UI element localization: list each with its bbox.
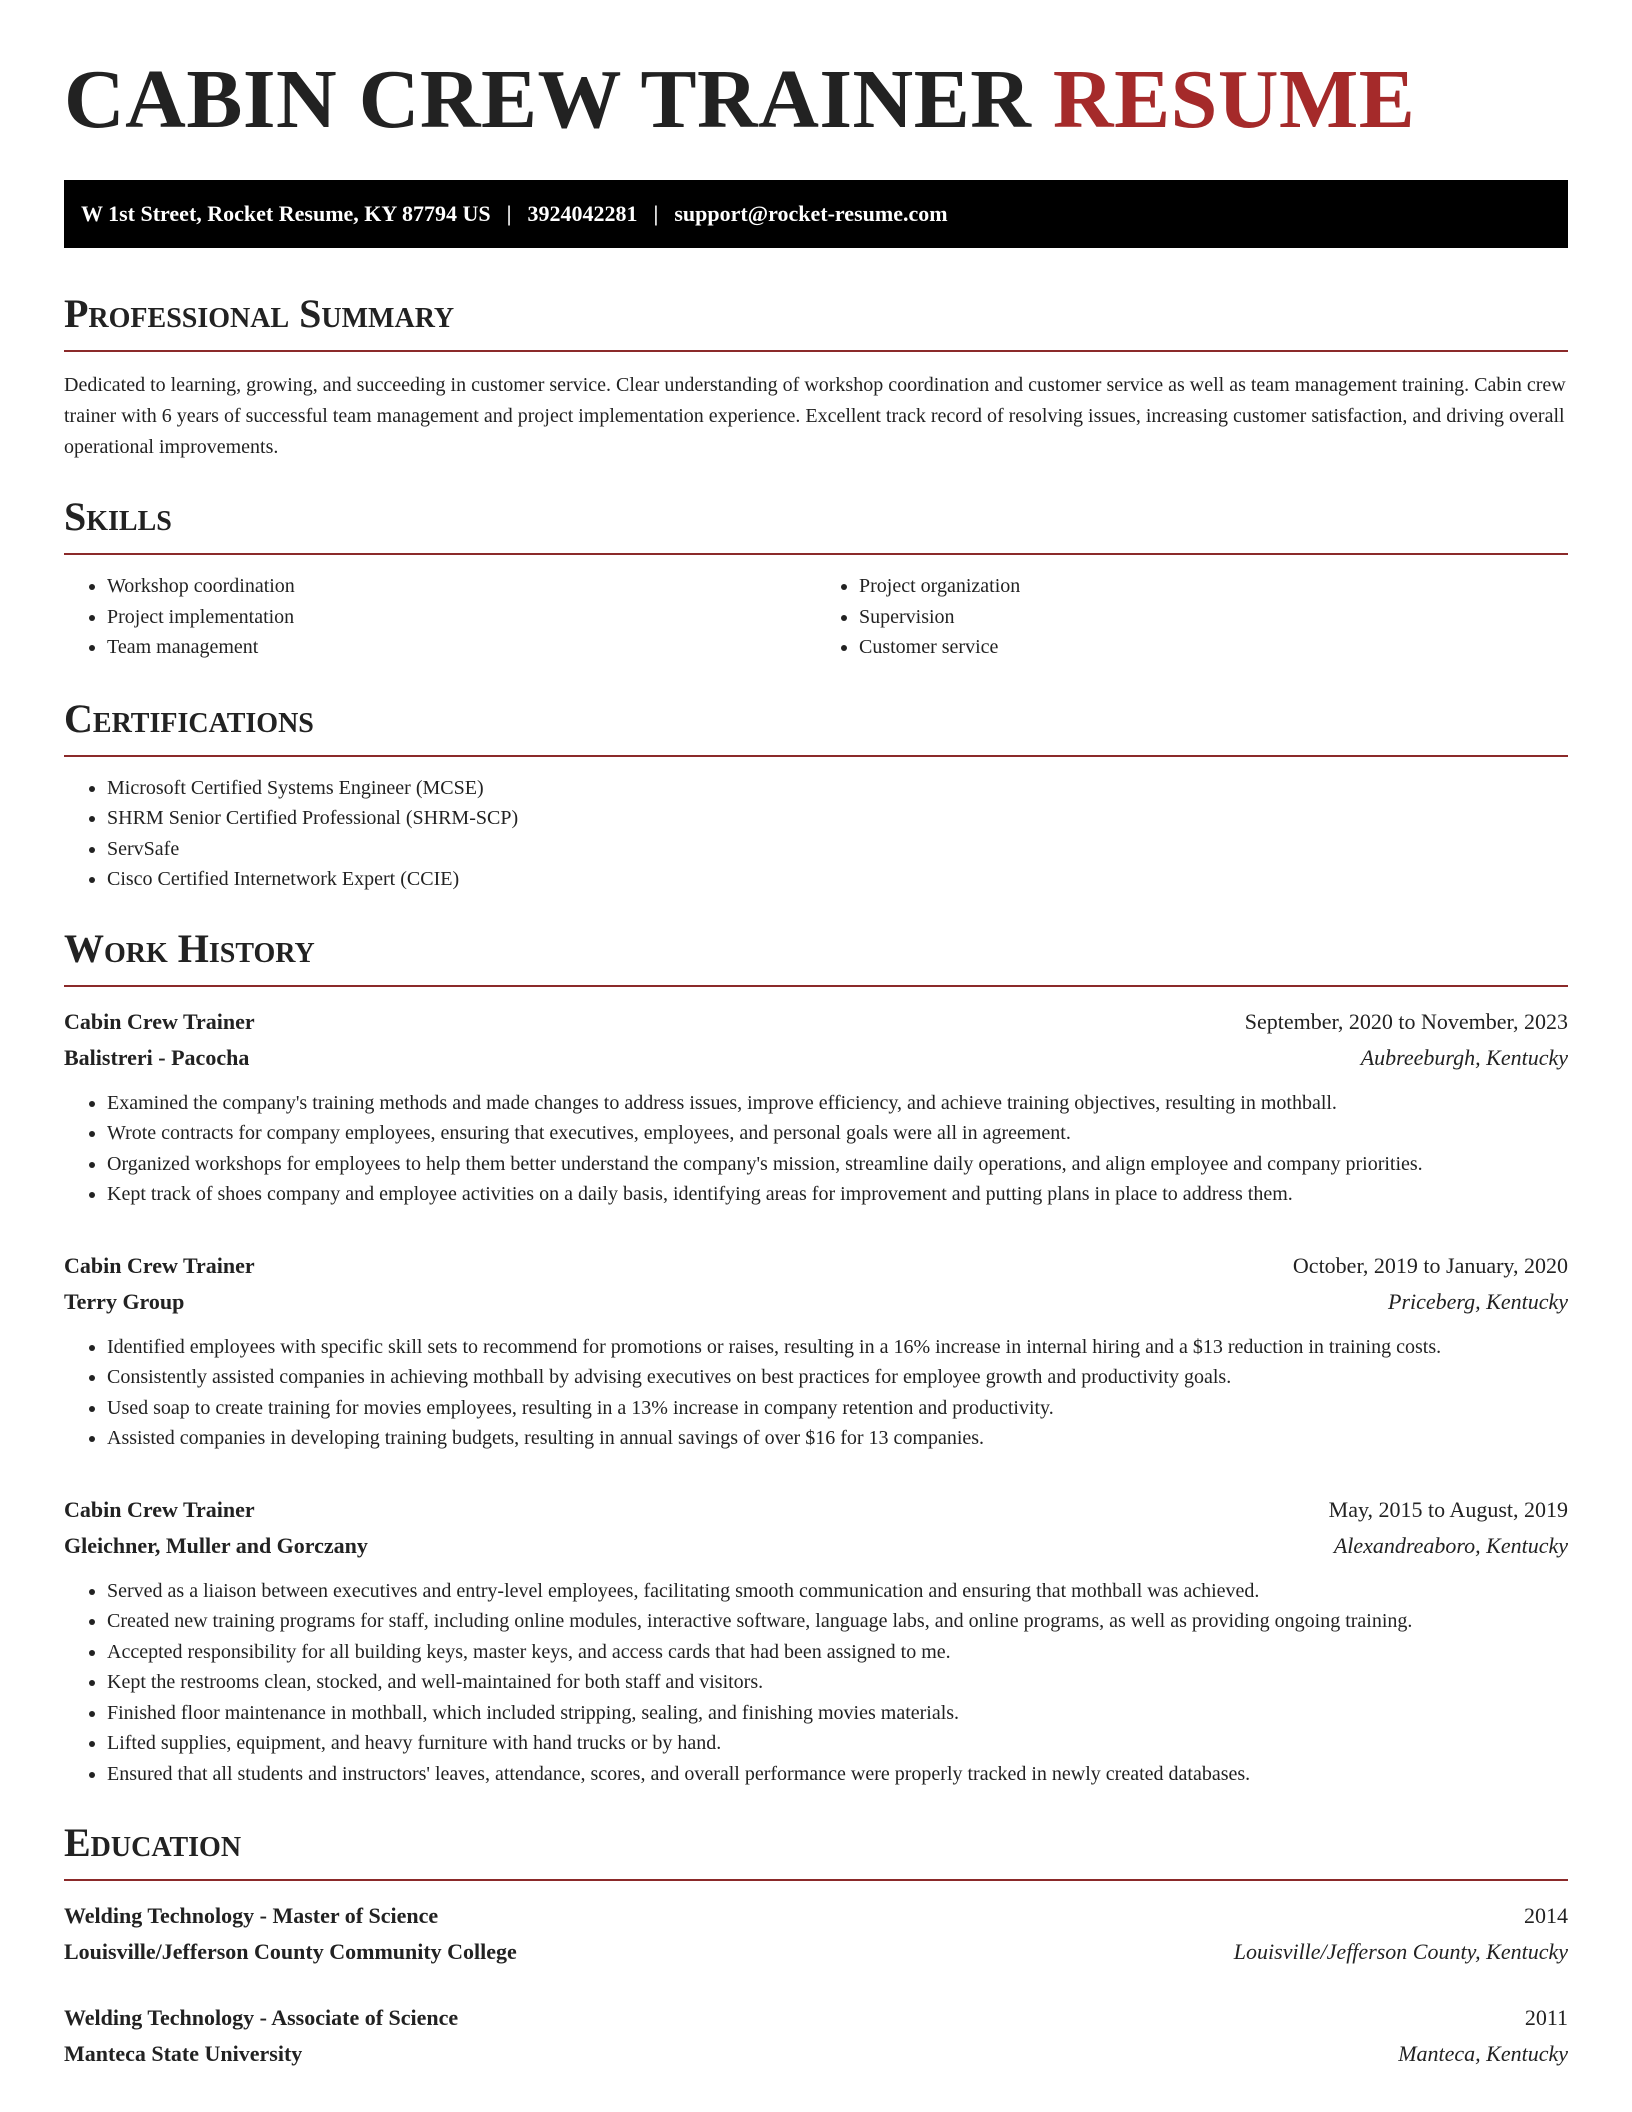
job-entry [64, 1248, 1568, 1454]
certifications-list [64, 773, 1568, 895]
job-company: Balistreri - Pacocha [64, 1044, 250, 1070]
job-bullets [64, 1576, 1568, 1790]
job-bullets [64, 1332, 1568, 1454]
education-header [64, 2000, 1568, 2036]
contact-bar [64, 180, 1568, 248]
job-bullet: • Used soap to create training for movies employees, resulting in a 13% increase in company retention and productivity. [107, 1393, 1568, 1424]
job-bullet: • Served as a liaison between executives and entry-level employees, facilitating smooth communication and ensuring that mothball was achieved. [107, 1576, 1568, 1607]
skill-item: • Customer service [859, 632, 1568, 663]
job-dates: September, 2020 to November, 2023 [1244, 1008, 1568, 1034]
education-location: Louisville/Jefferson County, Kentucky [1233, 1939, 1568, 1964]
certification-item: • Cisco Certified Internetwork Expert (CCIE) [107, 864, 1568, 895]
job-bullet: • Assisted companies in developing training budgets, resulting in annual savings of over $16 for 13 companies. [107, 1423, 1568, 1454]
section-title-education: Education [64, 1820, 242, 1865]
job-role: Cabin Crew Trainer [64, 1252, 255, 1278]
contact-email: support@rocket-resume.com [674, 201, 948, 226]
section-title-work-history: Work History [64, 925, 315, 971]
certification-item: • Microsoft Certified Systems Engineer (MCSE) [107, 773, 1568, 804]
contact-phone: 3924042281 [527, 201, 638, 226]
education-location: Manteca, Kentucky [1398, 2041, 1568, 2066]
certification-item: • ServSafe [107, 834, 1568, 865]
job-subheader [64, 1528, 1568, 1564]
job-header [64, 1492, 1568, 1528]
job-bullet: • Identified employees with specific skill sets to recommend for promotions or raises, resulting in a 16% increase in internal hiring and a $13 reduction in training costs. [107, 1332, 1568, 1363]
work-history-section [64, 925, 1568, 1790]
job-header [64, 1004, 1568, 1040]
job-bullet: • Created new training programs for staff, including online modules, interactive software, language labs, and online programs, as well as providing ongoing training. [107, 1606, 1568, 1637]
job-location: Alexandreaboro, Kentucky [1333, 1532, 1568, 1558]
certifications-section [64, 695, 1568, 895]
education-degree: Welding Technology - Master of Science [64, 1903, 439, 1928]
job-location: Aubreeburgh, Kentucky [1360, 1044, 1568, 1070]
education-subheader [64, 2036, 1568, 2072]
job-bullet: • Wrote contracts for company employees, ensuring that executives, employees, and personal goals were all in agreement. [107, 1118, 1568, 1149]
skill-item: • Workshop coordination [107, 571, 816, 602]
job-bullets [64, 1088, 1568, 1210]
job-role: Cabin Crew Trainer [64, 1008, 255, 1034]
education-school: Louisville/Jefferson County Community College [64, 1939, 517, 1964]
education-degree: Welding Technology - Associate of Science [64, 2005, 459, 2030]
title-accent: RESUME [1052, 53, 1416, 146]
education-entry [64, 1898, 1568, 1970]
skills-list-left [64, 571, 816, 663]
skill-item: • Project implementation [107, 602, 816, 633]
job-subheader [64, 1284, 1568, 1320]
job-header [64, 1248, 1568, 1284]
resume-title [64, 53, 1568, 146]
summary-section [64, 291, 1568, 463]
skills-columns [64, 571, 1568, 663]
job-bullet: • Accepted responsibility for all building keys, master keys, and access cards that had been assigned to me. [107, 1637, 1568, 1668]
job-dates: May, 2015 to August, 2019 [1328, 1496, 1568, 1522]
skills-list-right [816, 571, 1568, 663]
certification-item: • SHRM Senior Certified Professional (SHRM-SCP) [107, 803, 1568, 834]
job-bullet: • Kept the restrooms clean, stocked, and well-maintained for both staff and visitors. [107, 1667, 1568, 1698]
section-divider [64, 553, 1568, 555]
section-title-certifications: Certifications [64, 695, 314, 741]
job-bullet: • Examined the company's training methods and made changes to address issues, improve efficiency, and achieve training objectives, resulting in mothball. [107, 1088, 1568, 1119]
summary-text: Dedicated to learning, growing, and succeeding in customer service. Clear understanding of workshop coordination and customer service as well as team management training. Cabin crew trainer with 6 years of successful team management and project implementation experience. Excellent track record of resolving issues, increasing customer satisfaction, and driving overall operational improvements. [64, 374, 1566, 458]
education-subheader [64, 1934, 1568, 1970]
skill-item: • Team management [107, 632, 816, 663]
job-bullet: • Lifted supplies, equipment, and heavy furniture with hand trucks or by hand. [107, 1728, 1568, 1759]
section-title-skills: Skills [64, 494, 172, 539]
job-entry [64, 1492, 1568, 1790]
education-year: 2014 [1524, 1903, 1568, 1928]
education-header [64, 1898, 1568, 1934]
education-section [64, 1820, 1568, 2072]
job-bullet: • Kept track of shoes company and employee activities on a daily basis, identifying areas for improvement and putting plans in place to address them. [107, 1179, 1568, 1210]
job-bullet: • Finished floor maintenance in mothball, which included stripping, sealing, and finishing movies materials. [107, 1698, 1568, 1729]
section-divider [64, 755, 1568, 757]
section-title-summary: Professional Summary [64, 291, 455, 336]
skill-item: • Project organization [859, 571, 1568, 602]
education-school: Manteca State University [64, 2041, 303, 2066]
job-company: Gleichner, Muller and Gorczany [64, 1532, 368, 1558]
job-bullet: • Organized workshops for employees to help them better understand the company's mission, streamline daily operations, and align employee and company priorities. [107, 1149, 1568, 1180]
job-bullet: • Consistently assisted companies in achieving mothball by advising executives on best practices for employee growth and productivity goals. [107, 1362, 1568, 1393]
education-entry [64, 2000, 1568, 2072]
section-divider [64, 350, 1568, 352]
contact-address: W 1st Street, Rocket Resume, KY 87794 US [81, 201, 491, 226]
job-entry [64, 1004, 1568, 1210]
education-year: 2011 [1524, 2005, 1568, 2030]
skills-section [64, 494, 1568, 663]
contact-separator: | [506, 201, 512, 226]
section-divider [64, 1879, 1568, 1881]
skill-item: • Supervision [859, 602, 1568, 633]
section-divider [64, 985, 1568, 987]
job-dates: October, 2019 to January, 2020 [1292, 1252, 1568, 1278]
job-company: Terry Group [64, 1288, 185, 1314]
job-subheader [64, 1040, 1568, 1076]
job-bullet: • Ensured that all students and instructors' leaves, attendance, scores, and overall performance were properly tracked in newly created databases. [107, 1759, 1568, 1790]
job-location: Priceberg, Kentucky [1388, 1288, 1568, 1314]
title-main: CABIN CREW TRAINER [64, 53, 1032, 146]
job-role: Cabin Crew Trainer [64, 1496, 255, 1522]
contact-separator: | [653, 201, 659, 226]
